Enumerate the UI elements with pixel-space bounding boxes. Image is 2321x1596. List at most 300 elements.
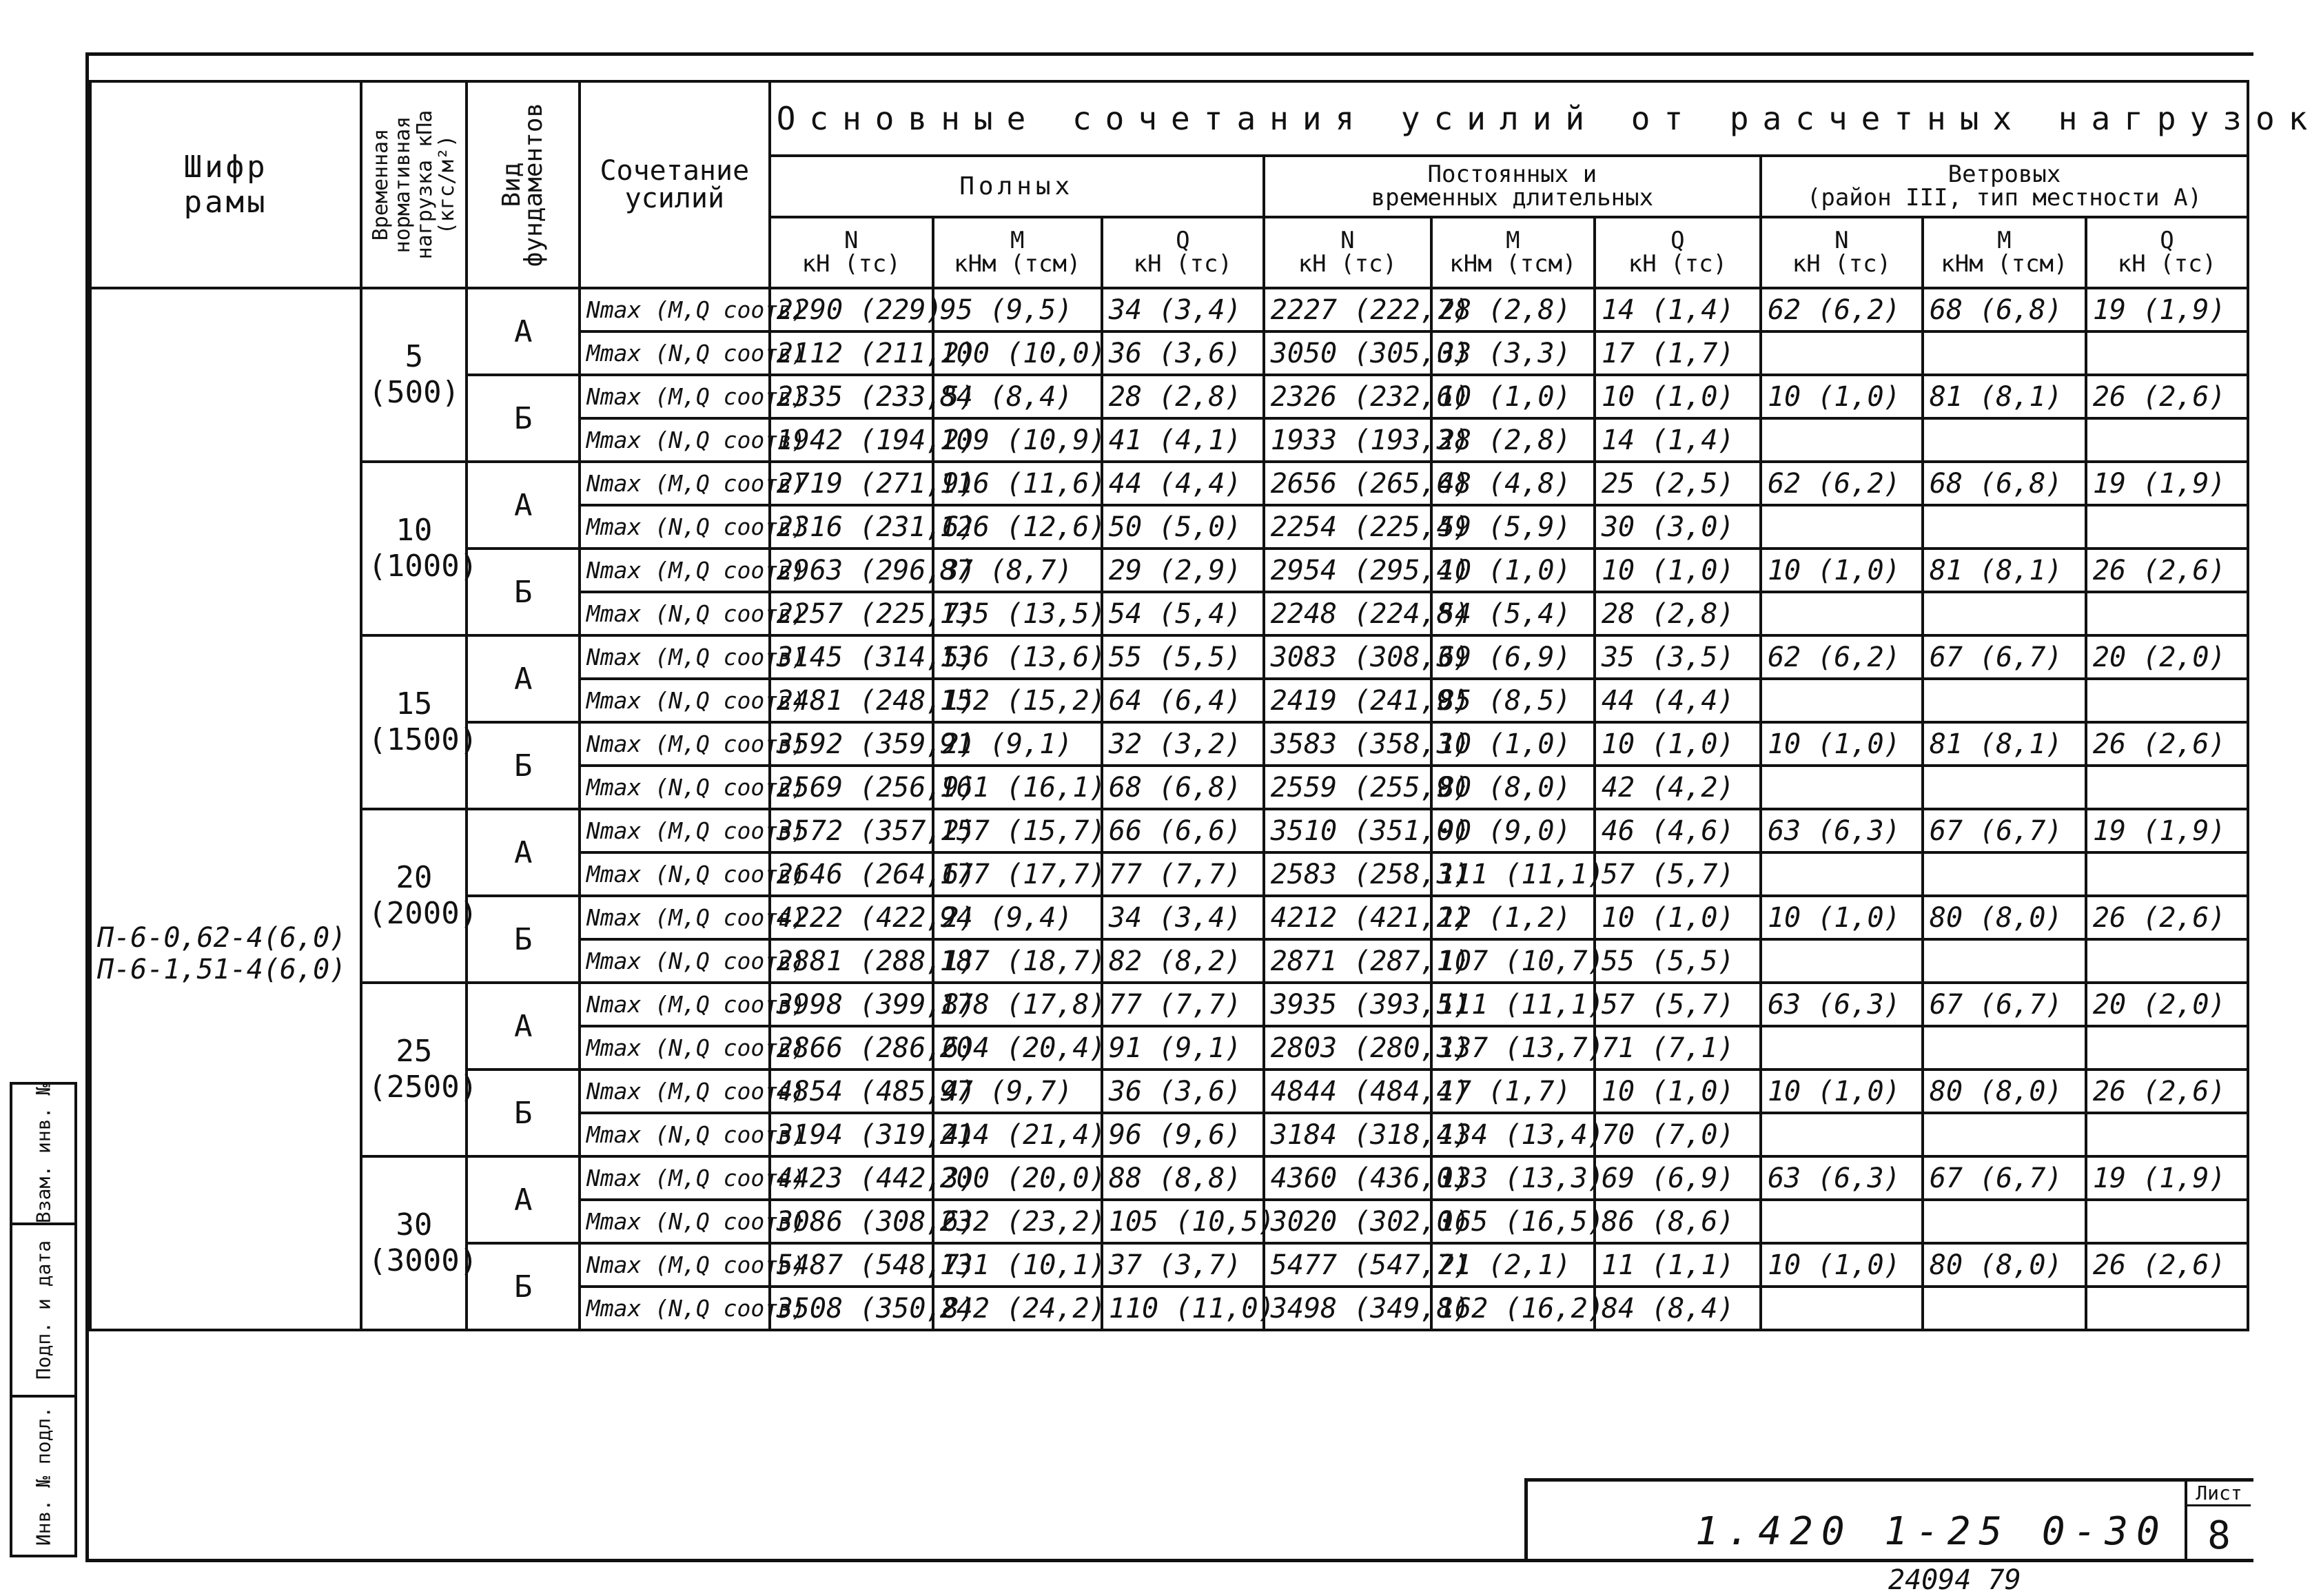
value-cell: 111 (11,1): [1431, 852, 1595, 896]
value-cell: 12 (1,2): [1431, 896, 1595, 939]
value-cell: 64 (6,4): [1102, 679, 1264, 722]
value-cell: 3572 (357,2): [770, 809, 933, 852]
frame-name: П-6-0,62-4(6,0): [97, 922, 347, 954]
value-cell: [1761, 679, 1923, 722]
value-cell: 20 (2,0): [2086, 983, 2248, 1026]
col-combination: [580, 81, 770, 288]
unit-header-n: [770, 217, 933, 288]
value-cell: 2227 (222,7): [1264, 288, 1431, 331]
value-cell: 3086 (308,6): [770, 1200, 933, 1243]
temp-load-line4: (кгс/м²): [434, 134, 459, 235]
load-value: [361, 983, 478, 1156]
value-cell: 105 (10,5): [1102, 1200, 1264, 1243]
value-cell: 2866 (286,6): [770, 1026, 933, 1070]
foundation-type: Б: [467, 896, 579, 983]
load-line: 30: [396, 1207, 433, 1242]
value-cell: 5477 (547,7): [1264, 1243, 1431, 1287]
value-cell: 26 (2,6): [2086, 549, 2248, 592]
unit-text: кН (тс): [801, 250, 901, 278]
load-line: 10: [396, 513, 433, 548]
value-cell: 81 (8,1): [1923, 375, 2086, 418]
value-cell: 137 (13,7): [1431, 1026, 1595, 1070]
value-cell: 85 (8,5): [1431, 679, 1595, 722]
temp-load-line2: нормативная: [390, 116, 415, 254]
load-line: (1000): [368, 549, 478, 584]
value-cell: [1761, 418, 1923, 462]
value-cell: 187 (18,7): [933, 939, 1102, 983]
value-cell: 3498 (349,8): [1264, 1287, 1431, 1330]
side-cell-sign: [12, 1222, 74, 1395]
value-cell: 111 (11,1): [1431, 983, 1595, 1026]
frame-name: П-6-1,51-4(6,0): [97, 954, 347, 985]
combination-label: Mmax (N,Q соотв): [580, 852, 770, 896]
load-line: (500): [368, 375, 460, 410]
value-cell: 2257 (225,7): [770, 592, 933, 635]
unit-text: кНм (тсм): [1941, 250, 2068, 278]
value-cell: 33 (3,3): [1431, 331, 1595, 375]
unit-header-n: [1761, 217, 1923, 288]
value-cell: 62 (6,2): [1761, 462, 1923, 505]
value-cell: 2335 (233,5): [770, 375, 933, 418]
unit-symbol: Q: [1670, 227, 1685, 255]
combination-label: Mmax (N,Q соотв): [580, 592, 770, 635]
combination-label: Nmax (M,Q соотв): [580, 809, 770, 852]
value-cell: 2326 (232,6): [1264, 375, 1431, 418]
value-cell: [1761, 592, 1923, 635]
value-cell: 94 (9,4): [933, 896, 1102, 939]
value-cell: 29 (2,9): [1102, 549, 1264, 592]
value-cell: 3510 (351,0): [1264, 809, 1431, 852]
temp-load-line1: Временная: [368, 128, 393, 241]
col-temp-load: [361, 81, 467, 288]
value-cell: 2963 (296,3): [770, 549, 933, 592]
foundation-type: Б: [467, 1070, 579, 1156]
value-cell: 55 (5,5): [1595, 939, 1761, 983]
combination-label: Mmax (N,Q соотв): [580, 679, 770, 722]
value-cell: 57 (5,7): [1595, 852, 1761, 896]
load-line: 15: [396, 686, 433, 722]
value-cell: 96 (9,6): [1102, 1113, 1264, 1156]
value-cell: 34 (3,4): [1102, 896, 1264, 939]
combination-line1: Сочетание: [600, 155, 750, 187]
value-cell: 42 (4,2): [1595, 766, 1761, 809]
value-cell: 2316 (231,6): [770, 505, 933, 549]
value-cell: 14 (1,4): [1595, 288, 1761, 331]
foundation-line1: Вид: [498, 162, 526, 207]
unit-symbol: N: [1340, 227, 1355, 255]
value-cell: 109 (10,9): [933, 418, 1102, 462]
combination-label: Nmax (M,Q соотв): [580, 1156, 770, 1200]
unit-text: кН (тс): [1792, 250, 1892, 278]
value-cell: 1942 (194,2): [770, 418, 933, 462]
value-cell: 131 (10,1): [933, 1243, 1102, 1287]
wind-line2: (район III, тип местности А): [1806, 184, 2202, 212]
load-line: (2000): [368, 896, 478, 931]
value-cell: 3145 (314,5): [770, 635, 933, 679]
load-line: 25: [396, 1034, 433, 1069]
unit-header-n: [1264, 217, 1431, 288]
value-cell: 134 (13,4): [1431, 1113, 1595, 1156]
load-value: [361, 809, 478, 983]
value-cell: [1923, 852, 2086, 896]
value-cell: 4854 (485,4): [770, 1070, 933, 1113]
value-cell: 10 (1,0): [1595, 549, 1761, 592]
foundation-label: [498, 102, 549, 267]
value-cell: 19 (1,9): [2086, 1156, 2248, 1200]
load-value: [361, 1156, 478, 1330]
value-cell: [1761, 1200, 1923, 1243]
value-cell: 25 (2,5): [1595, 462, 1761, 505]
inventory-number: 24094 79: [1888, 1564, 2021, 1596]
value-cell: [2086, 1026, 2248, 1070]
sheet-label: Лист: [2187, 1482, 2251, 1506]
value-cell: 95 (9,5): [933, 288, 1102, 331]
side-cell-inv: [12, 1395, 74, 1555]
value-cell: 28 (2,8): [1431, 418, 1595, 462]
value-cell: [1923, 331, 2086, 375]
value-cell: 10 (1,0): [1431, 549, 1595, 592]
unit-symbol: M: [1506, 227, 1520, 255]
value-cell: 2646 (264,6): [770, 852, 933, 896]
value-cell: 80 (8,0): [1923, 1243, 2086, 1287]
value-cell: 84 (8,4): [933, 375, 1102, 418]
load-value: [361, 288, 467, 462]
value-cell: 2419 (241,9): [1264, 679, 1431, 722]
value-cell: 1933 (193,3): [1264, 418, 1431, 462]
side-cell-replace: [12, 1085, 74, 1222]
value-cell: 10 (1,0): [1761, 549, 1923, 592]
value-cell: 34 (3,4): [1102, 288, 1264, 331]
value-cell: 2954 (295,4): [1264, 549, 1431, 592]
combination-label: Nmax (M,Q соотв): [580, 1243, 770, 1287]
foundation-type: А: [467, 462, 579, 549]
temp-load-line3: нагрузка кПа: [412, 110, 437, 260]
bottom-border: [85, 1559, 2253, 1562]
value-cell: 162 (16,2): [1431, 1287, 1595, 1330]
value-cell: 4360 (436,0): [1264, 1156, 1431, 1200]
value-cell: 54 (5,4): [1102, 592, 1264, 635]
combination-label: Mmax (N,Q соотв): [580, 766, 770, 809]
value-cell: 10 (1,0): [1595, 722, 1761, 766]
foundation-type: Б: [467, 375, 579, 462]
unit-header-q: [1102, 217, 1264, 288]
value-cell: 71 (7,1): [1595, 1026, 1761, 1070]
value-cell: [1923, 1200, 2086, 1243]
combination-label: Nmax (M,Q соотв): [580, 983, 770, 1026]
value-cell: 17 (1,7): [1595, 331, 1761, 375]
value-cell: 3184 (318,4): [1264, 1113, 1431, 1156]
combination-label: Mmax (N,Q соотв): [580, 331, 770, 375]
value-cell: 2803 (280,3): [1264, 1026, 1431, 1070]
value-cell: 80 (8,0): [1923, 1070, 2086, 1113]
value-cell: 68 (6,8): [1923, 462, 2086, 505]
value-cell: 161 (16,1): [933, 766, 1102, 809]
permanent-line2: временных длительных: [1371, 184, 1654, 212]
sheet-number: 8: [2207, 1513, 2231, 1558]
combination-label: Mmax (N,Q соотв): [580, 1113, 770, 1156]
value-cell: 20 (2,0): [2086, 635, 2248, 679]
value-cell: 3998 (399,8): [770, 983, 933, 1026]
value-cell: 10 (1,0): [1431, 722, 1595, 766]
value-cell: 26 (2,6): [2086, 896, 2248, 939]
value-cell: 2248 (224,8): [1264, 592, 1431, 635]
value-cell: 10 (1,0): [1595, 1070, 1761, 1113]
combination-label: Nmax (M,Q соотв): [580, 635, 770, 679]
value-cell: [1761, 1287, 1923, 1330]
value-cell: 77 (7,7): [1102, 983, 1264, 1026]
value-cell: 46 (4,6): [1595, 809, 1761, 852]
value-cell: [2086, 418, 2248, 462]
combination-label: Nmax (M,Q соотв): [580, 288, 770, 331]
value-cell: 2719 (271,9): [770, 462, 933, 505]
value-cell: [1923, 1026, 2086, 1070]
value-cell: 10 (1,0): [1761, 722, 1923, 766]
value-cell: 63 (6,3): [1761, 1156, 1923, 1200]
side-replace-label: Взам. инв. №: [32, 1083, 55, 1224]
value-cell: [2086, 505, 2248, 549]
unit-symbol: N: [1834, 227, 1849, 255]
value-cell: 152 (15,2): [933, 679, 1102, 722]
side-stamp: [10, 1082, 77, 1557]
value-cell: 87 (8,7): [933, 549, 1102, 592]
value-cell: 66 (6,6): [1102, 809, 1264, 852]
unit-text: кН (тс): [1628, 250, 1728, 278]
permanent-line1: Постоянных и: [1427, 161, 1597, 189]
foundation-type: А: [467, 809, 579, 896]
foundation-type: А: [467, 983, 579, 1070]
value-cell: [2086, 592, 2248, 635]
value-cell: 3020 (302,0): [1264, 1200, 1431, 1243]
table-row: [90, 1156, 2248, 1200]
load-line: 5: [405, 339, 424, 374]
temp-load-label: [370, 110, 458, 260]
value-cell: 28 (2,8): [1431, 288, 1595, 331]
forces-table: [89, 80, 2321, 1331]
value-cell: [1761, 1113, 1923, 1156]
combination-label: Mmax (N,Q соотв): [580, 939, 770, 983]
value-cell: 32 (3,2): [1102, 722, 1264, 766]
unit-symbol: M: [1010, 227, 1025, 255]
value-cell: [2086, 939, 2248, 983]
unit-header-q: [1595, 217, 1761, 288]
unit-text: кНм (тсм): [1449, 250, 1577, 278]
combination-label: Mmax (N,Q соотв): [580, 1287, 770, 1330]
value-cell: [1761, 331, 1923, 375]
value-cell: 11 (1,1): [1595, 1243, 1761, 1287]
value-cell: 136 (13,6): [933, 635, 1102, 679]
value-cell: 54 (5,4): [1431, 592, 1595, 635]
unit-symbol: Q: [1176, 227, 1190, 255]
value-cell: [1761, 939, 1923, 983]
value-cell: 3935 (393,5): [1264, 983, 1431, 1026]
value-cell: 165 (16,5): [1431, 1200, 1595, 1243]
value-cell: 41 (4,1): [1102, 418, 1264, 462]
value-cell: 3194 (319,4): [770, 1113, 933, 1156]
value-cell: 19 (1,9): [2086, 288, 2248, 331]
value-cell: 59 (5,9): [1431, 505, 1595, 549]
value-cell: 69 (6,9): [1595, 1156, 1761, 1200]
value-cell: 4844 (484,4): [1264, 1070, 1431, 1113]
combination-line2: усилий: [624, 183, 725, 214]
table-title: Основные сочетания усилий от расчетных нагрузок: [770, 81, 2248, 156]
value-cell: 2290 (229): [770, 288, 933, 331]
value-cell: 10 (1,0): [1761, 375, 1923, 418]
value-cell: [2086, 331, 2248, 375]
unit-header-m: [1431, 217, 1595, 288]
table-row: [90, 983, 2248, 1026]
unit-text: кН (тс): [2117, 250, 2217, 278]
frame-code-label: Шифр рамы: [183, 150, 268, 220]
unit-symbol: Q: [2160, 227, 2174, 255]
value-cell: 69 (6,9): [1431, 635, 1595, 679]
value-cell: 232 (23,2): [933, 1200, 1102, 1243]
unit-symbol: N: [843, 227, 859, 255]
value-cell: 242 (24,2): [933, 1287, 1102, 1330]
value-cell: [2086, 1200, 2248, 1243]
value-cell: 116 (11,6): [933, 462, 1102, 505]
wind-line1: Ветровых: [1947, 161, 2061, 189]
group-permanent: [1264, 156, 1761, 217]
value-cell: 5487 (548,7): [770, 1243, 933, 1287]
value-cell: 126 (12,6): [933, 505, 1102, 549]
value-cell: [1923, 1113, 2086, 1156]
combination-label: Mmax (N,Q соотв): [580, 1026, 770, 1070]
value-cell: 3592 (359,2): [770, 722, 933, 766]
value-cell: [1761, 852, 1923, 896]
blank-area: [89, 1330, 2249, 1475]
load-value: [361, 462, 478, 635]
unit-text: кН (тс): [1298, 250, 1397, 278]
value-cell: 48 (4,8): [1431, 462, 1595, 505]
value-cell: 26 (2,6): [2086, 722, 2248, 766]
value-cell: 28 (2,8): [1102, 375, 1264, 418]
value-cell: 2656 (265,6): [1264, 462, 1431, 505]
value-cell: 80 (8,0): [1923, 896, 2086, 939]
value-cell: 2481 (248,1): [770, 679, 933, 722]
unit-text: кН (тс): [1133, 250, 1232, 278]
value-cell: 81 (8,1): [1923, 722, 2086, 766]
value-cell: 62 (6,2): [1761, 288, 1923, 331]
value-cell: [2086, 852, 2248, 896]
value-cell: 133 (13,3): [1431, 1156, 1595, 1200]
value-cell: 36 (3,6): [1102, 1070, 1264, 1113]
unit-header-m: [933, 217, 1102, 288]
foundation-type: Б: [467, 1243, 579, 1330]
value-cell: 177 (17,7): [933, 852, 1102, 896]
value-cell: [1923, 766, 2086, 809]
value-cell: 68 (6,8): [1923, 288, 2086, 331]
value-cell: 10 (1,0): [1431, 375, 1595, 418]
value-cell: 35 (3,5): [1595, 635, 1761, 679]
value-cell: 4212 (421,2): [1264, 896, 1431, 939]
value-cell: 200 (20,0): [933, 1156, 1102, 1200]
side-inv-label: Инв. № подл.: [32, 1406, 55, 1546]
value-cell: 70 (7,0): [1595, 1113, 1761, 1156]
value-cell: 67 (6,7): [1923, 983, 2086, 1026]
load-line: (2500): [368, 1070, 478, 1105]
value-cell: 63 (6,3): [1761, 983, 1923, 1026]
value-cell: 100 (10,0): [933, 331, 1102, 375]
value-cell: 2583 (258,3): [1264, 852, 1431, 896]
combination-label: Nmax (M,Q соотв): [580, 1070, 770, 1113]
unit-header-m: [1923, 217, 2086, 288]
document-code: 1.420 1-25 0-30: [1695, 1509, 2168, 1554]
value-cell: 3583 (358,3): [1264, 722, 1431, 766]
value-cell: 86 (8,6): [1595, 1200, 1761, 1243]
value-cell: [1923, 505, 2086, 549]
value-cell: 3083 (308,3): [1264, 635, 1431, 679]
value-cell: 81 (8,1): [1923, 549, 2086, 592]
value-cell: 2559 (255,9): [1264, 766, 1431, 809]
value-cell: 178 (17,8): [933, 983, 1102, 1026]
value-cell: [1923, 418, 2086, 462]
unit-text: кНм (тсм): [954, 250, 1081, 278]
value-cell: 10 (1,0): [1761, 896, 1923, 939]
combination-label: Mmax (N,Q соотв): [580, 505, 770, 549]
value-cell: 77 (7,7): [1102, 852, 1264, 896]
combination-label: Nmax (M,Q соотв): [580, 462, 770, 505]
value-cell: 10 (1,0): [1761, 1070, 1923, 1113]
unit-header-q: [2086, 217, 2248, 288]
value-cell: 67 (6,7): [1923, 635, 2086, 679]
value-cell: [1761, 766, 1923, 809]
value-cell: [2086, 1287, 2248, 1330]
value-cell: 37 (3,7): [1102, 1243, 1264, 1287]
value-cell: 62 (6,2): [1761, 635, 1923, 679]
value-cell: 50 (5,0): [1102, 505, 1264, 549]
col-foundation: [467, 81, 579, 288]
value-cell: 67 (6,7): [1923, 1156, 2086, 1200]
load-value: [361, 635, 478, 809]
value-cell: 4222 (422,2): [770, 896, 933, 939]
combination-label: Nmax (M,Q соотв): [580, 896, 770, 939]
combination-label: Nmax (M,Q соотв): [580, 375, 770, 418]
value-cell: 26 (2,6): [2086, 1243, 2248, 1287]
value-cell: 135 (13,5): [933, 592, 1102, 635]
value-cell: 30 (3,0): [1595, 505, 1761, 549]
frame-names: [90, 288, 361, 1330]
value-cell: 44 (4,4): [1102, 462, 1264, 505]
value-cell: 2871 (287,1): [1264, 939, 1431, 983]
value-cell: 157 (15,7): [933, 809, 1102, 852]
value-cell: [2086, 679, 2248, 722]
side-sign-label: Подп. и дата: [32, 1240, 55, 1380]
load-line: (3000): [368, 1243, 478, 1278]
value-cell: 10 (1,0): [1761, 1243, 1923, 1287]
value-cell: 17 (1,7): [1431, 1070, 1595, 1113]
value-cell: 2569 (256,9): [770, 766, 933, 809]
value-cell: 84 (8,4): [1595, 1287, 1761, 1330]
value-cell: [1923, 1287, 2086, 1330]
value-cell: 26 (2,6): [2086, 375, 2248, 418]
combination-label: Mmax (N,Q соотв): [580, 1200, 770, 1243]
value-cell: 91 (9,1): [1102, 1026, 1264, 1070]
value-cell: 2881 (288,1): [770, 939, 933, 983]
value-cell: 107 (10,7): [1431, 939, 1595, 983]
foundation-type: Б: [467, 549, 579, 635]
value-cell: 19 (1,9): [2086, 462, 2248, 505]
unit-symbol: M: [1997, 227, 2012, 255]
value-cell: 3508 (350,8): [770, 1287, 933, 1330]
value-cell: 36 (3,6): [1102, 331, 1264, 375]
value-cell: [1761, 1026, 1923, 1070]
table-row: [90, 635, 2248, 679]
value-cell: 19 (1,9): [2086, 809, 2248, 852]
foundation-type: А: [467, 635, 579, 722]
foundation-type: А: [467, 288, 579, 375]
table-row: [90, 288, 2248, 331]
value-cell: [1923, 592, 2086, 635]
